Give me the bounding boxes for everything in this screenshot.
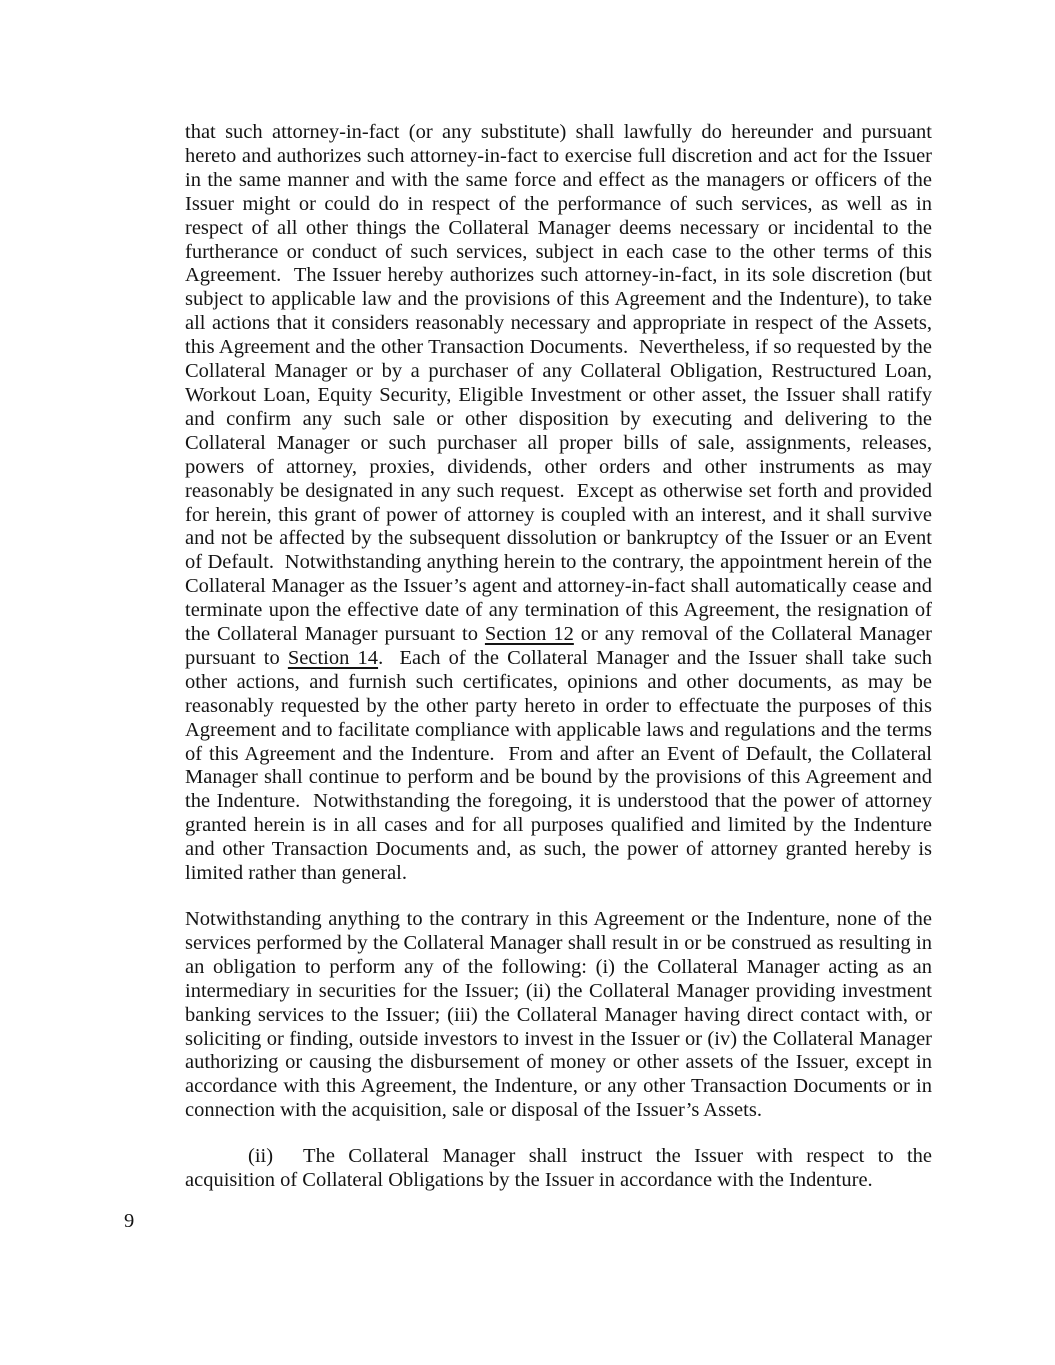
paragraph-text-segment: . Each of the Collateral Manager and the Issuer shall take such other actions, and furnish such certificates, opinions and other documents, as may be reasonably requested by the other party hereto in order to effectuate the purposes of this Agreement and to facilitate compliance with applicable laws and regulations and the terms of this Agreement and the Indenture. From and after an Event of Default, the Collateral Manager shall continue to perform and be bound by the provisions of this Agreement and the Indenture. Notwithstanding the foregoing, it is understood that the power of attorney granted herein is in all cases and for all purposes qualified and limited by the Indenture and other Transaction Documents and, as such, the power of attorney granted hereby is limited rather than general.: [185, 646, 938, 885]
clause-ii-marker: (ii): [248, 1145, 274, 1168]
paragraph-clause-ii: [185, 1145, 938, 1193]
section-12-reference: Section 12: [484, 623, 574, 646]
paragraph-power-of-attorney: [185, 121, 938, 886]
body-text: [185, 121, 938, 1215]
page-number: 9: [124, 1210, 135, 1232]
paragraph-text-segment: or any removal of the Collateral Manager pursuant to: [185, 623, 938, 669]
section-14-reference: Section 14: [287, 646, 379, 669]
clause-ii-text: The Collateral Manager shall instruct the Issuer with respect to the acquisition of Collateral Obligations by the Issuer in accordance with the Indenture.: [185, 1145, 938, 1192]
paragraph-text-segment: that such attorney-in-fact (or any substitute) shall lawfully do hereunder and pursuant hereto and authorizes such attorney-in-fact to exercise full discretion and act for the Issuer in the same manner and with the same force and effect as the managers or officers of the Issuer might or could do in respect of the performance of such services, as well as in respect of all other things the Collateral Manager deems necessary or incidental to the furtherance or conduct of such services, subject in each case to the other terms of this Agreement. The Issuer hereby authorizes such attorney-in-fact, in its sole discretion (but subject to applicable law and the provisions of this Agreement and the Indenture), to take all actions that it considers reasonably necessary and appropriate in respect of the Assets, this Agreement and the other Transaction Documents. Nevertheless, if so requested by the Collateral Manager or by a purchaser of any Collateral Obligation, Restructured Loan, Workout Loan, Equity Security, Eligible Investment or other asset, the Issuer shall ratify and confirm any such sale or other disposition by executing and delivering to the Collateral Manager or such purchaser all proper bills of sale, assignments, releases, powers of attorney, proxies, dividends, other orders and other instruments as may reasonably be designated in any such request. Except as otherwise set forth and provided for herein, this grant of power of attorney is coupled with an interest, and it shall survive and not be affected by the subsequent dissolution or bankruptcy of the Issuer or an Event of Default. Notwithstanding anything herein to the contrary, the appointment herein of the Collateral Manager as the Issuer’s agent and attorney-in-fact shall automatically cease and terminate upon the effective date of any termination of this Agreement, the resignation of the Collateral Manager pursuant to: [185, 121, 938, 646]
paragraph-services-limitation: Notwithstanding anything to the contrary in this Agreement or the Indenture, none of the services performed by the Collateral Manager shall result in or be construed as resulting in an obligation to perform any of the following: (i) the Collateral Manager acting as an intermediary in securities for the Issuer; (ii) the Collateral Manager providing investment banking services to the Issuer; (iii) the Collateral Manager having direct contact with, or soliciting or finding, outside investors to invest in the Issuer or (iv) the Collateral Manager authorizing or causing the disbursement of money or other assets of the Issuer, except in accordance with this Agreement, the Indenture, or any other Transaction Documents or in connection with the acquisition, sale or disposal of the Issuer’s Assets.: [185, 908, 938, 1122]
